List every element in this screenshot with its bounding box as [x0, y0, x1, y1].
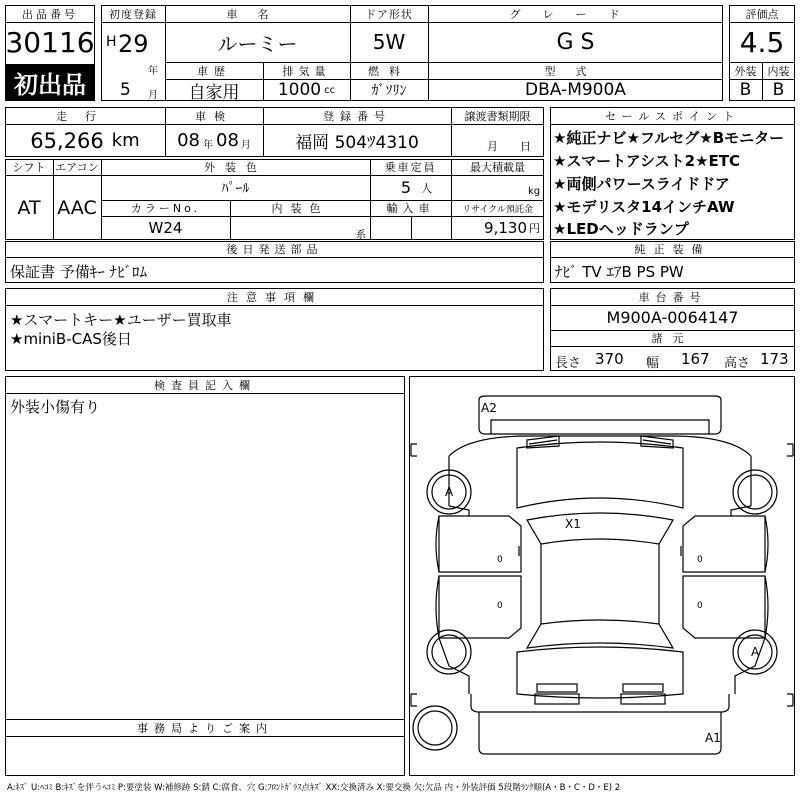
svg-text:0: 0: [697, 555, 703, 565]
capacity-label: 乗車定員: [384, 161, 437, 174]
era-letter: H: [106, 34, 117, 50]
displacement-value: 1000: [277, 80, 322, 100]
year-unit: 年: [148, 66, 158, 77]
km-unit: km: [111, 130, 140, 151]
spec-label: 諸元: [651, 332, 694, 345]
ac: AAC: [57, 196, 97, 219]
recycle-label: リサイクル預託金: [462, 204, 533, 215]
shift-label: シフト: [12, 161, 46, 174]
recycle-value: 9,130: [484, 219, 527, 237]
parts-value: 保証書 予備ｷｰ ﾅﾋﾞﾛﾑ: [10, 263, 148, 281]
plate-number: 福岡 504ﾂ4310: [295, 133, 419, 153]
fuel: ｶﾞｿﾘﾝ: [371, 83, 407, 99]
width-label: 幅: [646, 356, 660, 371]
grade: G S: [556, 29, 595, 55]
lot-number: 30116: [5, 25, 95, 59]
mark-x1: X1: [565, 517, 581, 531]
interior-grade: B: [772, 80, 785, 100]
transfer-month-unit: 月: [487, 140, 498, 153]
chassis-label: 車台番号: [638, 290, 707, 304]
transfer-label: 譲渡書類期限: [464, 109, 531, 123]
office-label: 事務局よりご案内: [137, 721, 273, 735]
displacement-label: 排気量: [282, 64, 331, 78]
interior-label: 内装: [767, 64, 790, 78]
grade-label: グレード: [509, 7, 642, 21]
insp-month: 08: [216, 130, 239, 151]
reg-year: 29: [118, 30, 149, 58]
color-no-label: カラーNo.: [130, 202, 201, 215]
capacity-unit: 人: [421, 181, 433, 195]
fuel-label: 燃料: [368, 64, 410, 78]
month-unit: 月: [148, 90, 158, 101]
door-label: ドア形状: [365, 7, 413, 21]
note-line: ★スマートキー★ユーザー買取車: [10, 311, 232, 329]
mileage: [5, 124, 165, 157]
parts-label: 後日発送部品: [226, 243, 323, 256]
displacement: [263, 79, 350, 101]
int-color-unit: 系: [356, 230, 366, 241]
cc-unit: cc: [324, 84, 336, 96]
plate-label: 登録番号: [323, 109, 391, 123]
mark-a2: A2: [481, 401, 497, 415]
note-line: ★miniB-CAS後日: [10, 330, 132, 348]
mileage-label: 走行: [56, 109, 114, 123]
mileage-value: 65,266: [30, 128, 104, 153]
first-reg-label: 初度登録: [109, 7, 157, 21]
capacity-value: 5: [400, 178, 412, 197]
length-label: 長さ: [555, 356, 582, 371]
history: 自家用: [188, 82, 240, 103]
exterior-grade: B: [739, 80, 752, 100]
door-type: 5W: [372, 30, 406, 54]
height-label: 高さ: [724, 356, 751, 371]
model-label: 型式: [544, 64, 607, 78]
insp-month-unit: 月: [240, 140, 251, 151]
car-name-label: 車名: [226, 7, 289, 21]
legend: A:ｷｽﾞ U:ﾍｺﾐ B:ｷｽﾞを伴うﾍｺﾐ P:要塗装 W:補修跡 S:錆 C:腐食、穴 G:ﾌﾛﾝﾄｶﾞﾗｽ点ｷｽﾞ XX:交換済み X:要交換 欠:欠品 内・外装評価 5段階ﾗﾝｸ順(A・B・C・D・E) 2: [7, 783, 621, 793]
insp-year: 08: [177, 130, 200, 151]
transfer-day-unit: 日: [520, 140, 531, 153]
inspector-text: 外装小傷有り: [10, 398, 101, 416]
sales-label: セールスポイント: [604, 109, 740, 123]
sales-point: ★両側パワースライドドア: [553, 175, 730, 193]
load-unit: kg: [528, 186, 541, 197]
score: 4.5: [739, 25, 785, 59]
inspection-date: [165, 124, 263, 157]
model-code: DBA-M900A: [525, 80, 626, 100]
recycle-fee: [451, 216, 544, 240]
sales-point: ★LEDヘッドランプ: [553, 220, 689, 238]
capacity: [370, 175, 451, 200]
svg-text:0: 0: [497, 555, 503, 565]
chassis-number: M900A-0064147: [606, 308, 739, 327]
equip-value: ﾅﾋﾞ TV ｴｱB PS PW: [555, 263, 684, 281]
reg-month: 5: [120, 80, 131, 100]
height: 173: [760, 350, 789, 368]
exterior-label: 外装: [734, 64, 757, 78]
lot-label: 出品番号: [22, 7, 78, 21]
recycle-unit: 円: [529, 222, 540, 235]
history-label: 車歴: [197, 64, 231, 78]
ac-label: エアコン: [55, 161, 99, 174]
svg-text:0: 0: [697, 601, 703, 611]
int-color-label: 内装色: [271, 202, 329, 215]
mark-a-front-left: A: [445, 485, 454, 499]
inspector-label: 検査員記入欄: [154, 378, 256, 392]
inspection-label: 車検: [195, 109, 233, 123]
inspector-box: [5, 376, 405, 776]
equip-label: 純正装備: [634, 243, 711, 256]
mark-a-rear-right: A: [751, 645, 760, 659]
notes-label: 注意事項欄: [227, 290, 322, 304]
first-listing-badge: 初出品: [6, 64, 94, 100]
svg-text:0: 0: [497, 601, 503, 611]
shift: AT: [17, 196, 41, 219]
insp-year-unit: 年: [203, 140, 213, 151]
color-label: 外装色: [204, 161, 267, 174]
mark-a1: A1: [705, 731, 721, 745]
sales-point: ★モデリスタ14インチAW: [553, 198, 735, 216]
width: 167: [681, 350, 710, 368]
load-label: 最大積載量: [470, 161, 525, 174]
score-label: 評価点: [745, 7, 779, 21]
car-name: ルーミー: [217, 31, 298, 56]
sales-point: ★スマートアシスト2★ETC: [553, 152, 741, 170]
length: 370: [595, 350, 624, 368]
color-no: W24: [148, 219, 183, 237]
color: ﾊﾟｰﾙ: [221, 180, 250, 197]
sales-point: ★純正ナビ★フルセグ★Bモニター: [553, 129, 785, 147]
vehicle-damage-diagram: [409, 376, 795, 776]
import-label: 輸入車: [386, 202, 435, 215]
